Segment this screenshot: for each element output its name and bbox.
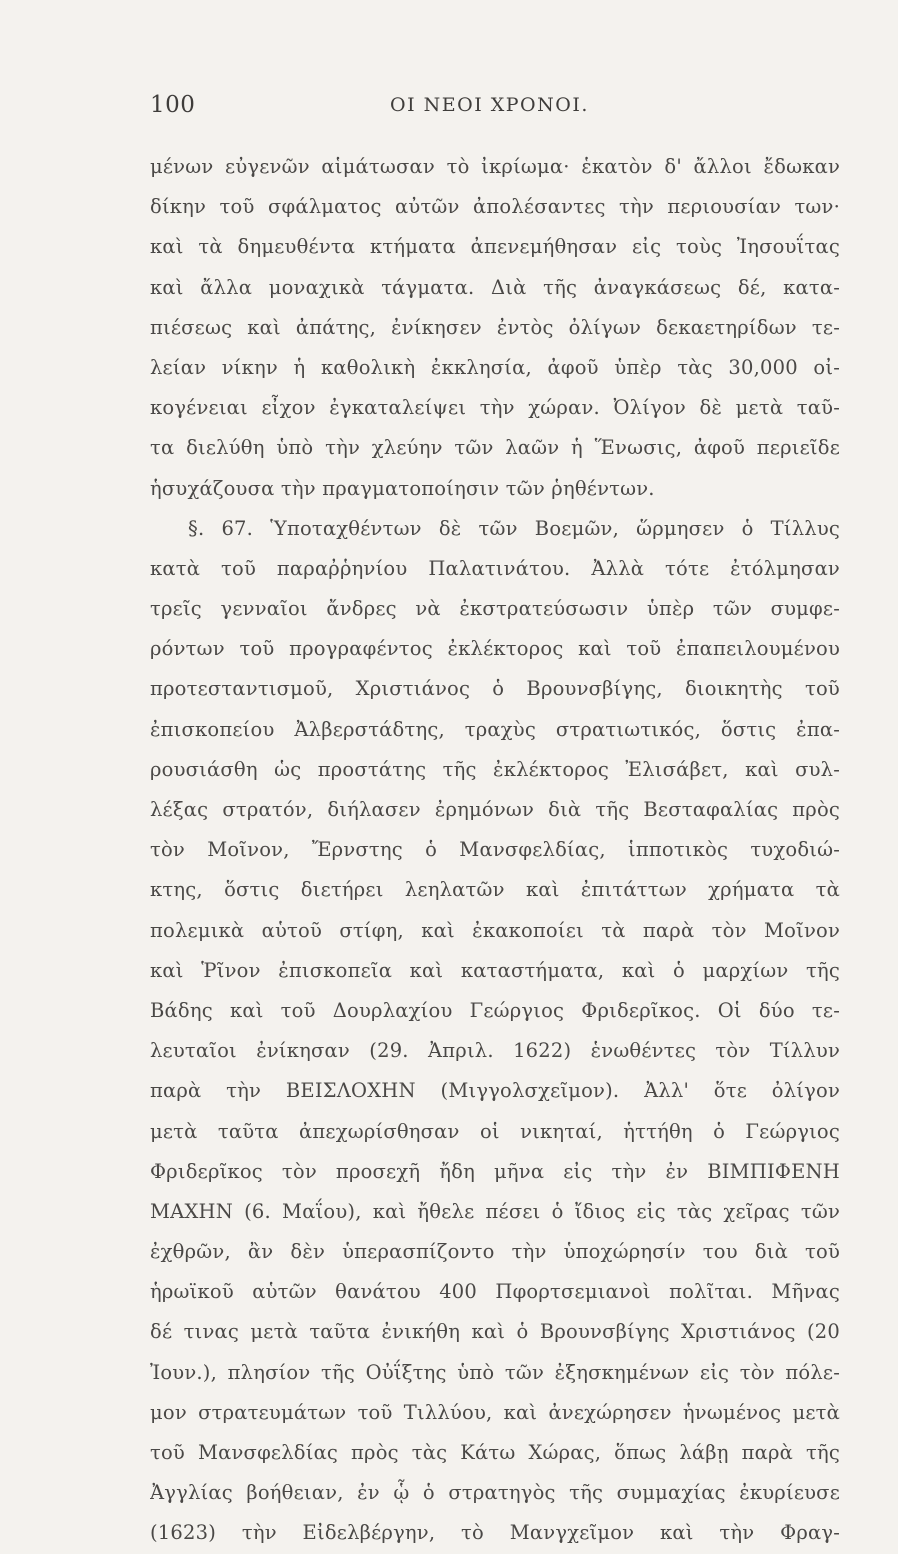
text-line: παρὰ τὴν ΒΕΙΣΛΟΧΗΝ (Μιγγολσχεῖμον). Ἀλλ' ὅτε ὀλίγον <box>150 1079 840 1103</box>
text-line: κογένειαι εἶχον ἐγκαταλείψει τὴν χώραν. Ὀλίγον δὲ μετὰ ταῦ- <box>150 396 840 420</box>
text-line: δέ τινας μετὰ ταῦτα ἐνικήθη καὶ ὁ Βρουνσβίγης Χριστιάνος (20 <box>150 1320 840 1344</box>
text-line: δίκην τοῦ σφάλματος αὐτῶν ἀπολέσαντες τὴν περιουσίαν των· <box>150 195 840 219</box>
text-line: προτεσταντισμοῦ, Χριστιάνος ὁ Βρουνσβίγης, διοικητὴς τοῦ <box>150 677 840 701</box>
text-line: τρεῖς γενναῖοι ἄνδρες νὰ ἐκστρατεύσωσιν ὑπὲρ τῶν συμφε- <box>150 597 840 621</box>
text-line: μον στρατευμάτων τοῦ Τιλλύου, καὶ ἀνεχώρησεν ἡνωμένος μετὰ <box>150 1400 840 1424</box>
text-line: κτης, ὅστις διετήρει λεηλατῶν καὶ ἐπιτάττων χρήματα τὰ <box>150 878 840 902</box>
running-title: ΟΙ ΝΕΟΙ ΧΡΟΝΟΙ. <box>390 94 589 116</box>
text-line: ρουσιάσθη ὡς προστάτης τῆς ἐκλέκτορος Ἐλισάβετ, καὶ συλ- <box>150 757 840 781</box>
text-line: ἐχθρῶν, ἂν δὲν ὑπερασπίζοντο τὴν ὑποχώρησίν του διὰ τοῦ <box>150 1240 840 1264</box>
body-text <box>150 147 840 1554</box>
text-line: μετὰ ταῦτα ἀπεχωρίσθησαν οἱ νικηταί, ἡττήθη ὁ Γεώργιος <box>150 1119 840 1143</box>
text-line: καὶ Ῥῖνον ἐπισκοπεῖα καὶ καταστήματα, καὶ ὁ μαρχίων τῆς <box>150 958 840 982</box>
page-header <box>150 92 840 128</box>
text-line: πολεμικὰ αὑτοῦ στίφη, καὶ ἐκακοποίει τὰ παρὰ τὸν Μοῖνον <box>150 918 840 942</box>
text-line: πιέσεως καὶ ἀπάτης, ἐνίκησεν ἐντὸς ὀλίγων δεκαετηρίδων τε- <box>150 315 840 339</box>
text-line: ἐπισκοπείου Ἀλβερστάδτης, τραχὺς στρατιωτικός, ὅστις ἐπα- <box>150 717 840 741</box>
section-heading-line: §. 67. Ὑποταχθέντων δὲ τῶν Βοεμῶν, ὥρμησεν ὁ Τίλλυς <box>188 516 840 540</box>
text-line: τὸν Μοῖνον, Ἔρνστης ὁ Μανσφελδίας, ἱπποτικὸς τυχοδιώ- <box>150 838 840 862</box>
text-line: καὶ ἄλλα μοναχικὰ τάγματα. Διὰ τῆς ἀναγκάσεως δέ, κατα- <box>150 275 840 299</box>
text-line: λείαν νίκην ἡ καθολικὴ ἐκκλησία, ἀφοῦ ὑπὲρ τὰς 30,000 οἰ- <box>150 355 840 379</box>
page-number: 100 <box>150 92 196 118</box>
text-line: ἡσυχάζουσα τὴν πραγματοποίησιν τῶν ῥηθέντων. <box>150 476 655 500</box>
text-line: καὶ τὰ δημευθέντα κτήματα ἀπενεμήθησαν εἰς τοὺς Ἰησουΐτας <box>150 235 840 259</box>
text-line: ρόντων τοῦ προγραφέντος ἐκλέκτορος καὶ τοῦ ἐπαπειλουμένου <box>150 637 840 661</box>
text-line: τα διελύθη ὑπὸ τὴν χλεύην τῶν λαῶν ἡ Ἕνωσις, ἀφοῦ περιεῖδε <box>150 436 840 460</box>
text-line: (1623) τὴν Εἰδελβέργην, τὸ Μανγχεῖμον καὶ τὴν Φραγ- <box>150 1521 840 1545</box>
text-line: λευταῖοι ἐνίκησαν (29. Ἀπριλ. 1622) ἑνωθέντες τὸν Τίλλυν <box>150 1039 840 1063</box>
text-line: ἡρωϊκοῦ αὑτῶν θανάτου 400 Πφορτσεμιανοὶ πολῖται. Μῆνας <box>150 1280 840 1304</box>
text-line: ΜΑΧΗΝ (6. Μαΐου), καὶ ἤθελε πέσει ὁ ἴδιος εἰς τὰς χεῖρας τῶν <box>150 1199 840 1223</box>
text-line: μένων εὐγενῶν αἱμάτωσαν τὸ ἰκρίωμα· ἑκατὸν δ' ἄλλοι ἔδωκαν <box>150 155 840 178</box>
text-line: Ἰουν.), πλησίον τῆς Οὐΐξτης ὑπὸ τῶν ἐξησκημένων εἰς τὸν πόλε- <box>150 1360 840 1384</box>
text-line: τοῦ Μανσφελδίας πρὸς τὰς Κάτω Χώρας, ὅπως λάβῃ παρὰ τῆς <box>150 1441 840 1464</box>
text-line: Βάδης καὶ τοῦ Δουρλαχίου Γεώργιος Φριδερῖκος. Οἱ δύο τε- <box>150 998 840 1022</box>
text-line: κατὰ τοῦ παραῤῥηνίου Παλατινάτου. Ἀλλὰ τότε ἐτόλμησαν <box>150 556 840 580</box>
text-line: Ἀγγλίας βοήθειαν, ἐν ᾧ ὁ στρατηγὸς τῆς συμμαχίας ἐκυρίευσε <box>150 1481 840 1505</box>
text-line: Φριδερῖκος τὸν προσεχῆ ἤδη μῆνα εἰς τὴν ἐν ΒΙΜΠΙΦΕΝΗ <box>150 1159 840 1183</box>
text-line: λέξας στρατόν, διήλασεν ἐρημόνων διὰ τῆς Βεσταφαλίας πρὸς <box>150 798 840 821</box>
